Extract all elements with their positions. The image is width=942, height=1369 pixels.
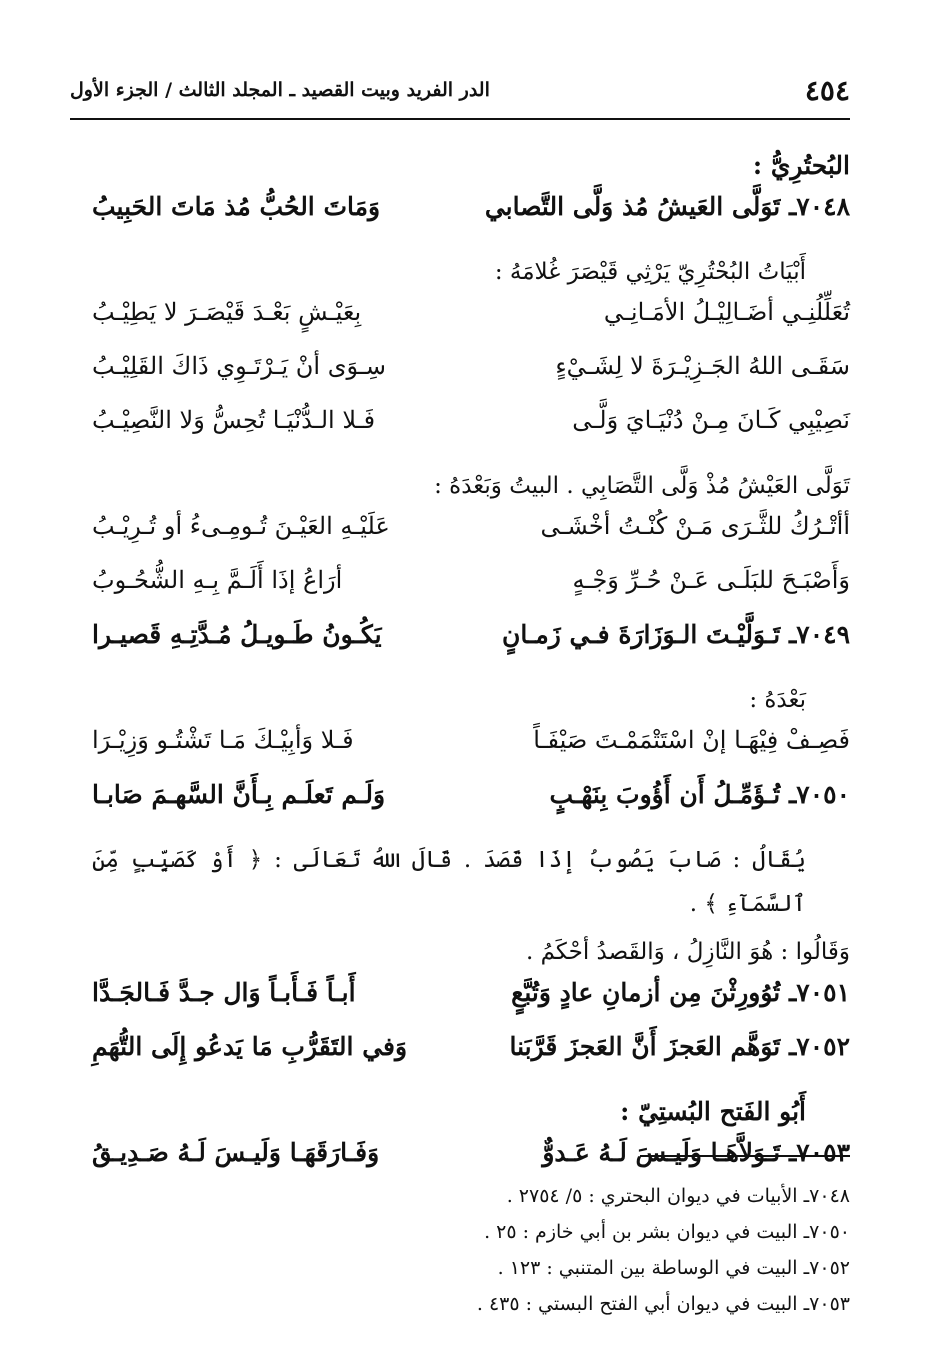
footnotes [92,1178,850,1322]
verse-first-hemistich: أأتْـرُكُ للثَّـرَى مَـنْ كُنْـتُ أخْشَـى [540,512,850,540]
verse-second-hemistich: أَبـاً فَـأَبـاً وَال جـدَّ فَـالجَـدَّا [92,978,356,1007]
verse-7048 [92,192,850,246]
quoted-verse [92,566,850,620]
verse-first-hemistich: تُعَلِّلُنِـي أضَـالِيْـلُ الأمَـانِـي [603,298,850,326]
running-title: الدر الفريد وبيت القصيد ـ المجلد الثالث / الجزء الأول [70,79,490,101]
verse-second-hemistich: وَفَـارَقَهَـا وَلَيـسَ لَـهُ صَـدِيـقُ [92,1138,380,1167]
running-header [70,62,850,120]
verse-7050 [92,780,850,834]
footnote: ٧٠٥٢ـ البيت في الوساطة بين المتنبي : ١٢٣ . [497,1257,850,1279]
verse-first-hemistich: وَأَصْبَـحَ للبَلَـى عَـنْ حُـرِّ وَجْـهٍ [572,566,850,594]
quoted-verse [92,352,850,406]
verse-first-hemistich: ٧٠٤٨ـ تَوَلَّى العَيشُ مُذ وَلَّى التَّصابي [484,192,850,221]
verse-second-hemistich: وَفي التَقَرُّبِ مَا يَدعُو إِلَى التُّهَمِ [92,1032,408,1061]
verse-first-hemistich: ٧٠٤٩ـ تَـوَلَّيْـتَ الـوَزَارَةَ فـي زَمـانٍ [502,620,850,649]
verse-second-hemistich: فَـلا وَأبِيْـكَ مَـا تَشْتُـو وَزِيْـرَا [92,726,354,754]
verse-7049 [92,620,850,674]
page-number: ٤٥٤ [804,73,850,107]
intro-paragraph: تَوَلَّى العَيْشُ مُذْ وَلَّى التَّصَابِي . البيتُ وَبَعْدَهُ : [434,473,850,499]
quoted-verse [92,512,850,566]
page-body [92,140,850,1192]
verse-second-hemistich: يَكُـونُ طَـويـلُ مُـدَّتِـهِ قَصيـرا [92,620,382,649]
quoted-verse [92,406,850,460]
verse-first-hemistich: ٧٠٥١ـ تُوُورِثْنَ مِن أزمانِ عادٍ وَتُبَّعٍ [511,978,850,1007]
verse-first-hemistich: نَصِيْبِي كَـانَ مِـنْ دُنْيَـايَ وَلَّـى [572,406,850,434]
footnote: ٧٠٥٣ـ البيت في ديوان أبي الفتح البستي : ٤٣٥ . [476,1293,850,1315]
verse-second-hemistich: وَمَاتَ الحُبُّ مُذ مَاتَ الحَبِيبُ [92,192,381,221]
intro-paragraph: بَعْدَهُ : [749,687,806,713]
intro-paragraph: أَبْيَاتُ البُحْتُرِيّ يَرْثِي قَيْصَرَ غُلامَهُ : [494,259,806,285]
verse-first-hemistich: ٧٠٥٢ـ تَوَهَّم العَجزَ أَنَّ العَجزَ قَرَّبَنا [509,1032,850,1061]
footnote: ٧٠٥٠ـ البيت في ديوان بشر بن أبي خازم : ٢٥ . [484,1221,850,1243]
quoted-verse [92,726,850,780]
poet-heading-buhturi: البُحتُرِيُّ : [752,151,850,180]
verse-second-hemistich: وَلَـم تَعلَـم بِـأَنَّ السَّهـمَ صَابـا [92,780,386,809]
verse-second-hemistich: أرَاعُ إذَا أَلَـمَّ بِـهِ الشُّحُـوبُ [92,566,343,594]
commentary-paragraph: يُقَالُ : صَابَ يَصُوبُ إذَا قَصَدَ . قَالَ اللهُ تَعَالَى : ﴿ أَوْ كَصَيِّبٍ مِّنَ ٱلسَّمَآءِ ﴾ . [92,847,806,917]
quoted-verse [92,298,850,352]
verse-second-hemistich: فَـلا الـدُّنْيَـا تُحِسُّ وَلا النَّصِيْـبُ [92,406,376,434]
verse-second-hemistich: سِـوَى أنْ يَـرْتَـوِي ذَاكَ القَلِيْـبُ [92,352,387,380]
verse-7051 [92,978,850,1032]
verse-first-hemistich: ٧٠٥٠ـ تُـؤَمِّـلُ أَن أَؤُوبَ بِنَهْـبٍ [549,780,850,809]
footnote: ٧٠٤٨ـ الأبيات في ديوان البحتري : ٥/ ٢٧٥٤ . [506,1185,850,1207]
commentary-paragraph: وَقَالُوا : هُوَ النَّازِلُ ، وَالقَصدُ أحْكَمُ . [526,939,850,965]
verse-first-hemistich: سَقَـى اللهُ الجَـزِيْـرَةَ لا لِشَـيْءٍ [555,352,850,380]
poet-heading-busti: أَبُو الفَتح البُستِيّ : [620,1097,806,1126]
verse-second-hemistich: عَلَيْـهِ العَيْـنَ تُـومِـىءُ أو تُـرِيْـبُ [92,512,390,540]
verse-first-hemistich: فَصِـفْ فِيْهَـا إنْ اسْتَتْمَمْـتَ صَيْفَـاً [533,726,850,754]
verse-second-hemistich: بِعَيْـشٍ بَعْـدَ قَيْصَـرَ لا يَطِيْـبُ [92,298,362,326]
footnote-divider [640,1155,850,1157]
verse-7052 [92,1032,850,1086]
verse-first-hemistich: ٧٠٥٣ـ تَـوَلاَّهَـا وَلَيـسَ لَـهُ عَـدوٌّ [542,1138,850,1167]
